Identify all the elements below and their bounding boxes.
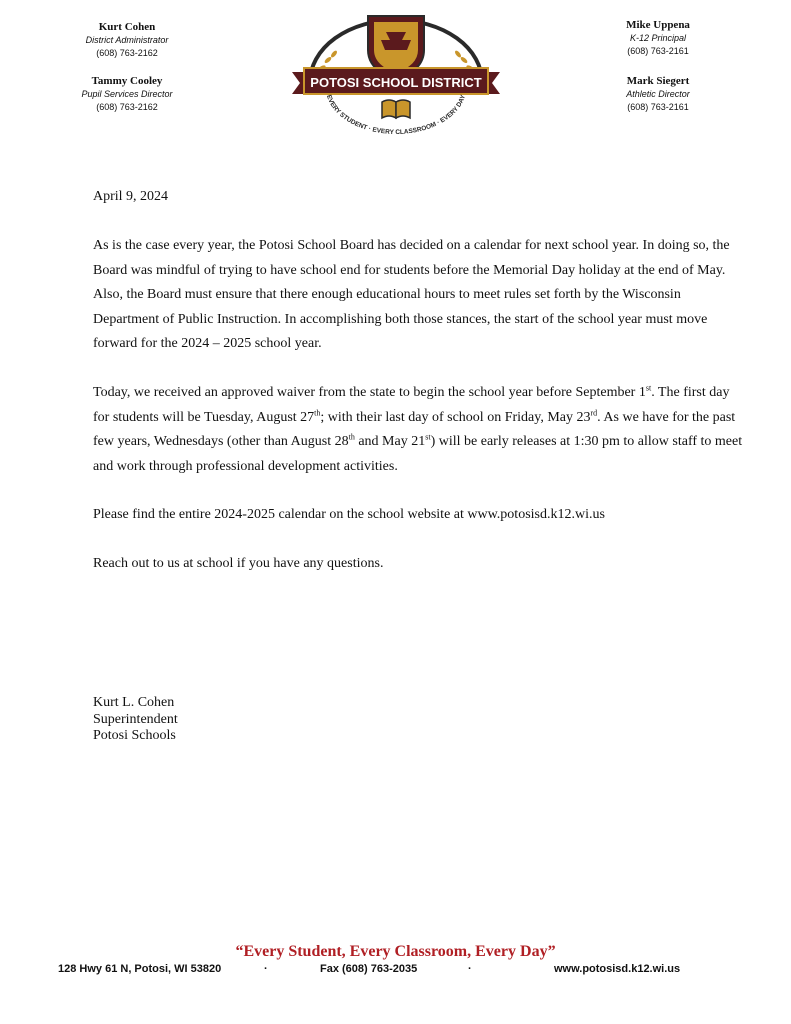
book-icon: [382, 100, 410, 118]
contact-title: K-12 Principal: [629, 33, 687, 43]
district-name-banner: [292, 68, 500, 94]
signature-block: [93, 695, 178, 745]
letter-date: April 9, 2024: [93, 189, 169, 204]
contact-title: Pupil Services Director: [81, 89, 173, 99]
footer-motto: “Every Student, Every Classroom, Every Day”: [235, 943, 556, 960]
svg-text:POTOSI SCHOOL DISTRICT: POTOSI SCHOOL DISTRICT: [310, 75, 482, 90]
contact-name: Mark Siegert: [626, 75, 690, 87]
logo-tagline: EVERY STUDENT · EVERY CLASSROOM · EVERY DAY: [324, 94, 468, 137]
signer-name: Kurt L. Cohen: [93, 695, 175, 710]
contact-name: Tammy Cooley: [91, 75, 163, 87]
contact-name: Kurt Cohen: [98, 21, 156, 33]
footer-website: www.potosisd.k12.wi.us: [554, 963, 681, 975]
contact-phone: (608) 763-2161: [627, 46, 689, 56]
contact-title: District Administrator: [85, 35, 169, 45]
contact-athletic-director: [558, 75, 758, 114]
contact-phone: (608) 763-2162: [96, 48, 158, 58]
footer-separator: ·: [264, 963, 268, 975]
letter-paragraph-website: Please find the entire 2024-2025 calendar on the school website at www.potosisd.k12.wi.us: [93, 507, 605, 522]
signer-title: Superintendent: [93, 711, 178, 727]
contact-phone: (608) 763-2161: [627, 102, 689, 112]
district-logo: [288, 10, 504, 140]
footer-separator: ·: [468, 963, 472, 975]
letter-paragraph-calendar: As is the case every year, the Potosi School Board has decided on a calendar for next school year. In doing so, the Board was mindful of trying to have school end for students before the Memorial Day holiday at the end of May. Also, the Board must ensure that there enough educational hours to meet rules set forth by the Wisconsin Department of Public Instruction. In accomplishing both those stances, the start of the school year must move forward for the 2024 – 2025 school year.: [93, 238, 730, 351]
contact-phone: (608) 763-2162: [96, 102, 158, 112]
letter-paragraph-questions: Reach out to us at school if you have any questions.: [93, 556, 384, 571]
contact-k12-principal: [558, 19, 758, 58]
footer-address: 128 Hwy 61 N, Potosi, WI 53820: [58, 963, 222, 975]
contact-name: Mike Uppena: [626, 19, 690, 31]
signer-organization: Potosi Schools: [93, 728, 176, 743]
contact-district-administrator: [27, 21, 227, 60]
footer-fax: Fax (608) 763-2035: [320, 963, 418, 975]
contact-pupil-services-director: [27, 75, 227, 114]
letter-paragraph-waiver: Today, we received an approved waiver from the state to begin the school year before September 1st. The first day for students will be Tuesday, August 27th; with their last day of school on Friday, May 23rd. As we have for the past few years, Wednesdays (other than August 28th and May 21st) will be early releases at 1:30 pm to allow staff to meet and work through professional development activities.: [93, 383, 743, 474]
contact-title: Athletic Director: [626, 89, 690, 99]
